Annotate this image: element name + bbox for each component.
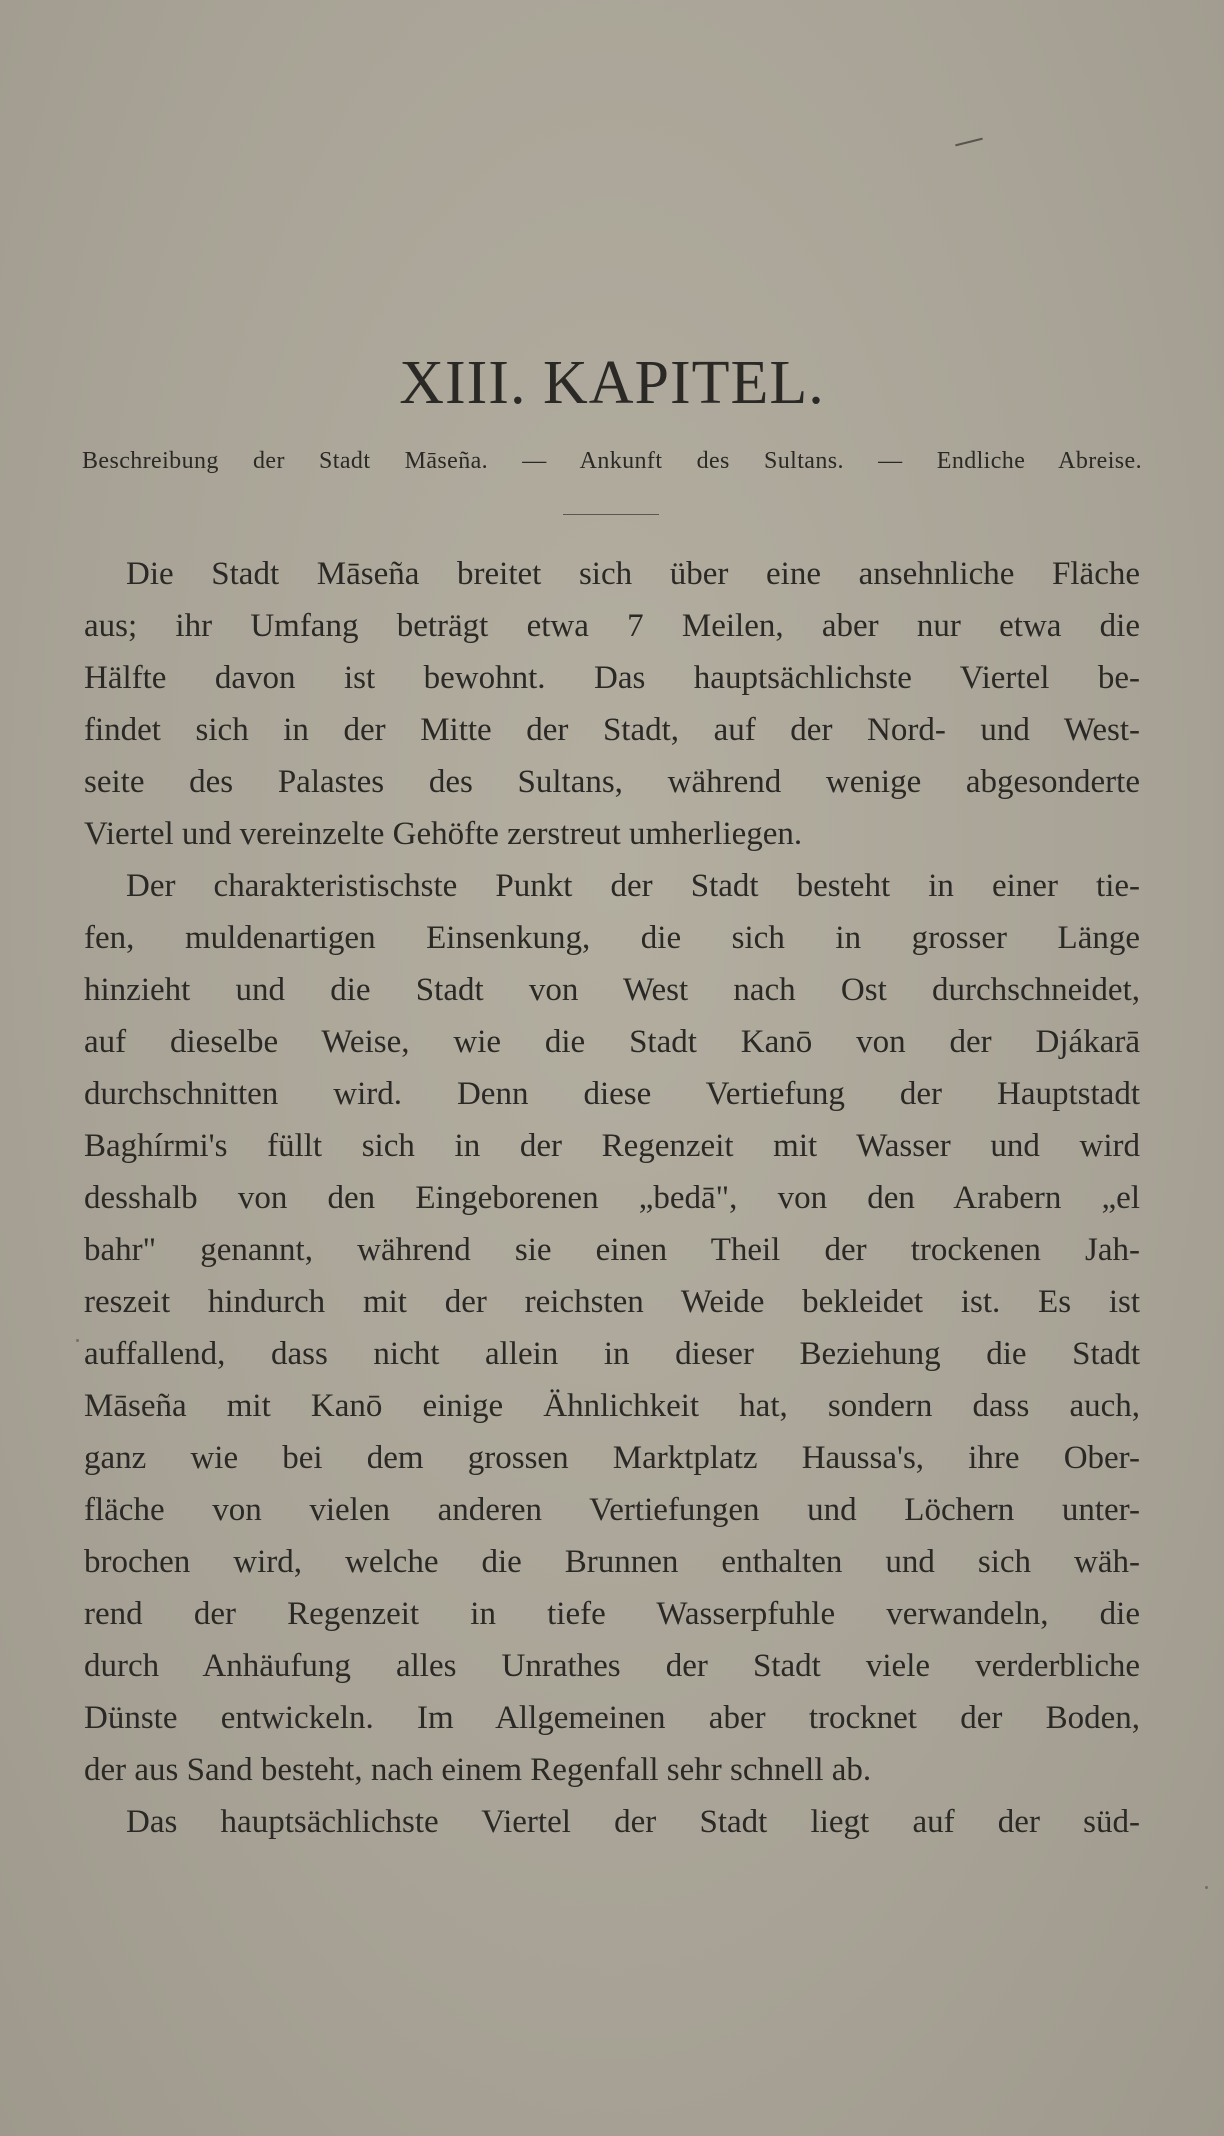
- text-line: Hälfte davon ist bewohnt. Das hauptsächlichste Viertel be-: [84, 660, 1140, 696]
- pencil-mark: [955, 138, 983, 147]
- text-line: Dünste entwickeln. Im Allgemeinen aber trocknet der Boden,: [84, 1700, 1140, 1736]
- chapter-title: XIII. KAPITEL.: [399, 349, 825, 417]
- text-line: fläche von vielen anderen Vertiefungen und Löchern unter-: [84, 1492, 1140, 1528]
- text-line: auffallend, dass nicht allein in dieser Beziehung die Stadt: [84, 1336, 1140, 1372]
- text-line: Baghírmi's füllt sich in der Regenzeit mit Wasser und wird: [84, 1128, 1140, 1164]
- text-line: fen, muldenartigen Einsenkung, die sich in grosser Länge: [84, 920, 1140, 956]
- paper-speck: [76, 1339, 79, 1342]
- text-line: seite des Palastes des Sultans, während wenige abgesonderte: [84, 764, 1140, 800]
- text-line: Die Stadt Māseña breitet sich über eine ansehnliche Fläche: [126, 556, 1140, 592]
- body-text: [84, 548, 1140, 1848]
- text-line: durch Anhäufung alles Unrathes der Stadt viele verderbliche: [84, 1648, 1140, 1684]
- text-line: brochen wird, welche die Brunnen enthalten und sich wäh-: [84, 1544, 1140, 1580]
- text-line: findet sich in der Mitte der Stadt, auf der Nord- und West-: [84, 712, 1140, 748]
- section-divider: [563, 514, 659, 515]
- text-line: Der charakteristischste Punkt der Stadt besteht in einer tie-: [126, 868, 1140, 904]
- text-line: aus; ihr Umfang beträgt etwa 7 Meilen, aber nur etwa die: [84, 608, 1140, 644]
- text-line: Māseña mit Kanō einige Ähnlichkeit hat, sondern dass auch,: [84, 1388, 1140, 1424]
- chapter-summary: Beschreibung der Stadt Māseña. — Ankunft des Sultans. — Endliche Abreise.: [82, 448, 1142, 474]
- text-line: durchschnitten wird. Denn diese Vertiefung der Hauptstadt: [84, 1076, 1140, 1112]
- text-line: Das hauptsächlichste Viertel der Stadt liegt auf der süd-: [126, 1804, 1140, 1840]
- text-line: rend der Regenzeit in tiefe Wasserpfuhle verwandeln, die: [84, 1596, 1140, 1632]
- text-line: der aus Sand besteht, nach einem Regenfall sehr schnell ab.: [84, 1752, 872, 1788]
- text-line: ganz wie bei dem grossen Marktplatz Haussa's, ihre Ober-: [84, 1440, 1140, 1476]
- text-line: desshalb von den Eingeborenen „bedā", von den Arabern „el: [84, 1180, 1140, 1216]
- text-line: bahr" genannt, während sie einen Theil der trockenen Jah-: [84, 1232, 1140, 1268]
- paper-speck: [1205, 1886, 1208, 1889]
- text-line: Viertel und vereinzelte Gehöfte zerstreut umherliegen.: [84, 816, 803, 852]
- text-line: hinzieht und die Stadt von West nach Ost durchschneidet,: [84, 972, 1140, 1008]
- text-line: auf dieselbe Weise, wie die Stadt Kanō von der Djákarā: [84, 1024, 1140, 1060]
- text-line: reszeit hindurch mit der reichsten Weide bekleidet ist. Es ist: [84, 1284, 1140, 1320]
